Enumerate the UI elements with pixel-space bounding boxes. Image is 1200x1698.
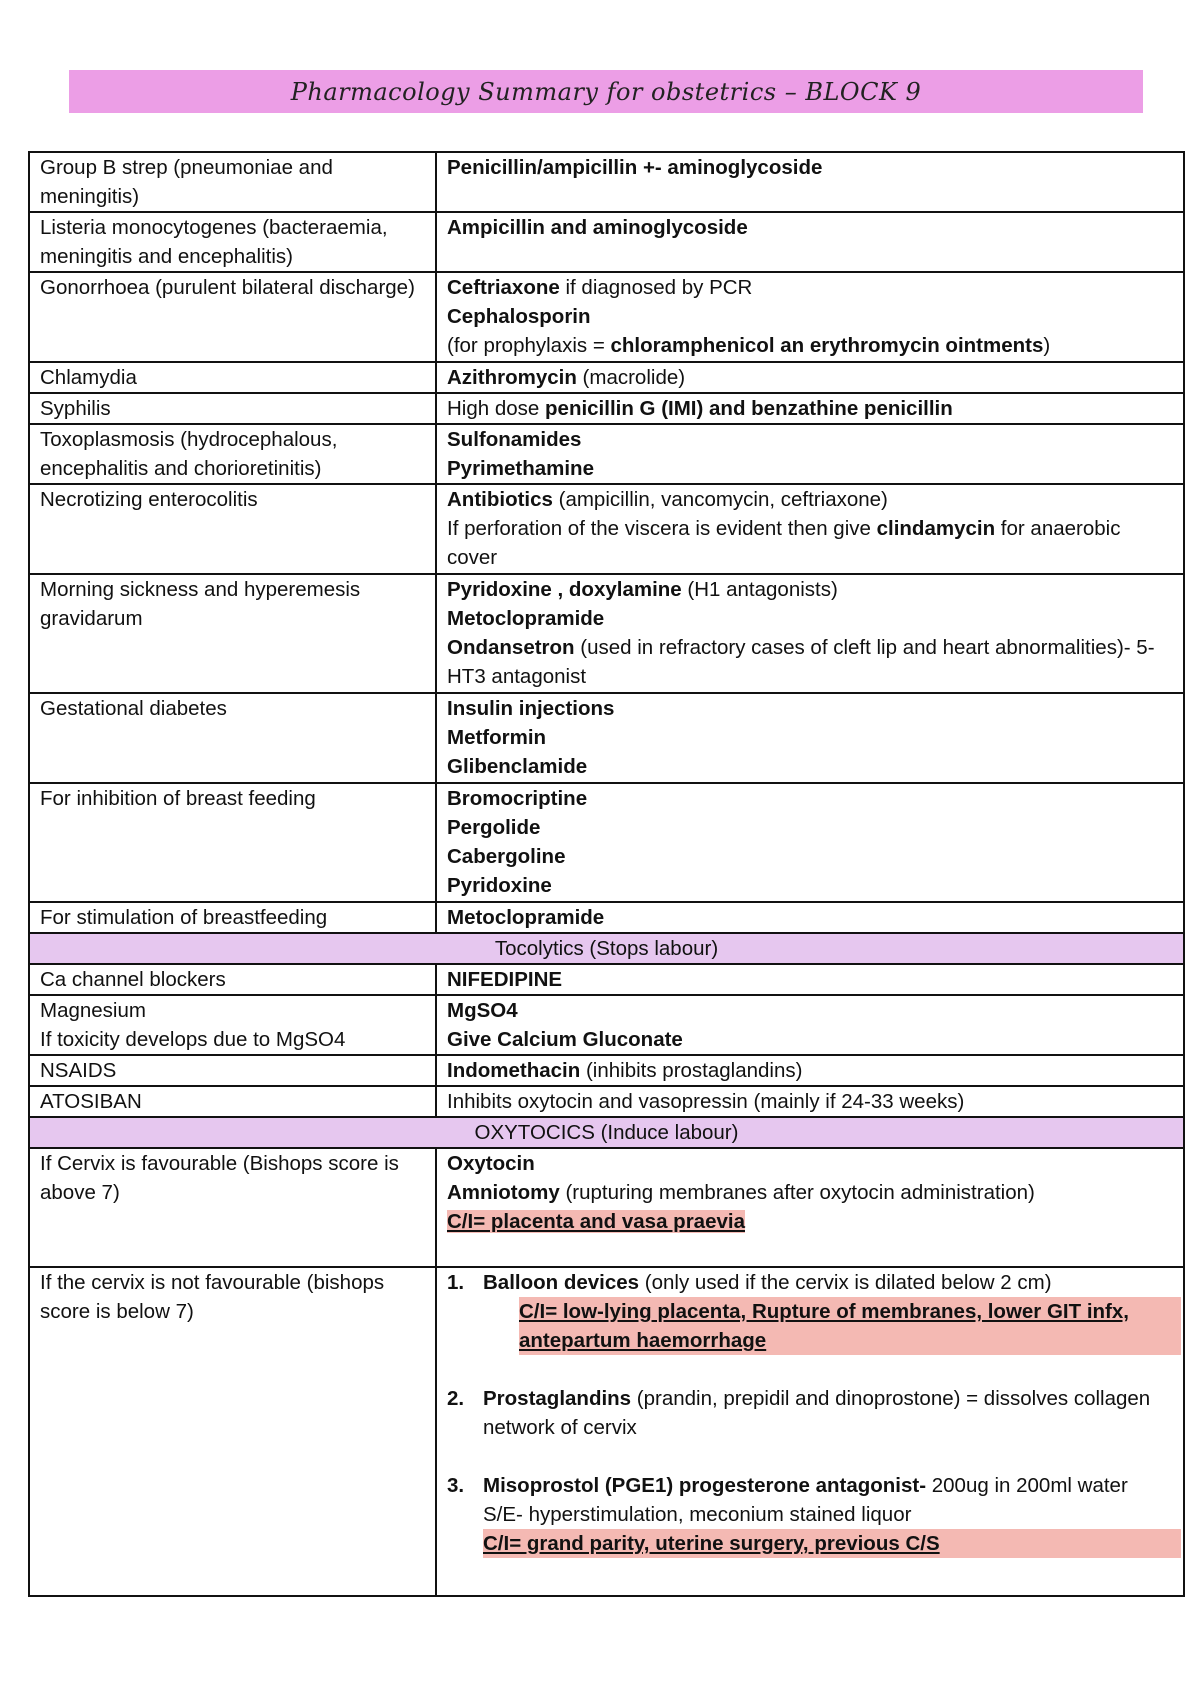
drug-table [28,151,1185,1597]
condition-cell: Magnesium If toxicity develops due to MgSO4 [29,995,436,1055]
treatment-cell: Metoclopramide [436,902,1184,933]
table-row [29,424,1184,484]
table-row [29,783,1184,902]
condition-cell: For inhibition of breast feeding [29,783,436,902]
condition-cell: Syphilis [29,393,436,424]
condition-cell: Necrotizing enterocolitis [29,484,436,574]
condition-cell: Toxoplasmosis (hydrocephalous, encephalitis and chorioretinitis) [29,424,436,484]
condition-cell: If the cervix is not favourable (bishops score is below 7) [29,1267,436,1596]
section-title: OXYTOCICS (Induce labour) [29,1117,1184,1148]
treatment-cell: High dose penicillin G (IMI) and benzathine penicillin [436,393,1184,424]
table-row [29,693,1184,783]
treatment-cell [436,1267,1184,1596]
condition-cell: Group B strep (pneumoniae and meningitis) [29,152,436,212]
condition-cell: NSAIDS [29,1055,436,1086]
contraindication-highlight: C/I= grand parity, uterine surgery, previous C/S [483,1529,1181,1558]
condition-cell: For stimulation of breastfeeding [29,902,436,933]
section-header-tocolytics [29,933,1184,964]
condition-cell: If Cervix is favourable (Bishops score is above 7) [29,1148,436,1267]
treatment-cell: Bromocriptine Pergolide Cabergoline Pyridoxine [436,783,1184,902]
table-row [29,1148,1184,1267]
treatment-cell: Sulfonamides Pyrimethamine [436,424,1184,484]
page-title: Pharmacology Summary for obstetrics – BLOCK 9 [290,77,922,106]
table-row [29,362,1184,393]
table-row [29,484,1184,574]
treatment-cell: Ceftriaxone if diagnosed by PCR Cephalosporin (for prophylaxis = chloramphenicol an erythromycin ointments) [436,272,1184,362]
table-row [29,152,1184,212]
condition-cell: Listeria monocytogenes (bacteraemia, meningitis and encephalitis) [29,212,436,272]
treatment-cell: Indomethacin (inhibits prostaglandins) [436,1055,1184,1086]
treatment-cell: Insulin injections Metformin Glibenclamide [436,693,1184,783]
table-row [29,574,1184,693]
treatment-cell: Oxytocin Amniotomy (rupturing membranes after oxytocin administration) C/I= placenta and vasa praevia [436,1148,1184,1267]
table-row [29,902,1184,933]
treatment-cell: NIFEDIPINE [436,964,1184,995]
induction-methods-list [447,1268,1173,1558]
table-row [29,964,1184,995]
list-item: 3. Misoprostol (PGE1) progesterone antagonist- 200ug in 200ml water S/E- hyperstimulation, meconium stained liquor [447,1474,1128,1526]
condition-cell: Chlamydia [29,362,436,393]
condition-cell: Ca channel blockers [29,964,436,995]
table-row [29,1086,1184,1117]
treatment-cell: Antibiotics (ampicillin, vancomycin, ceftriaxone) If perforation of the viscera is evident then give clindamycin for anaerobic cover [436,484,1184,574]
condition-cell: Gestational diabetes [29,693,436,783]
contraindication-highlight: C/I= placenta and vasa praevia [447,1210,745,1233]
treatment-cell: Inhibits oxytocin and vasopressin (mainly if 24-33 weeks) [436,1086,1184,1117]
section-header-oxytocics [29,1117,1184,1148]
table-row [29,1055,1184,1086]
treatment-cell: Ampicillin and aminoglycoside [436,212,1184,272]
condition-cell: Gonorrhoea (purulent bilateral discharge) [29,272,436,362]
table-row [29,212,1184,272]
table-row [29,995,1184,1055]
title-banner [69,70,1143,113]
treatment-cell: MgSO4 Give Calcium Gluconate [436,995,1184,1055]
table-row [29,1267,1184,1596]
treatment-cell: Azithromycin (macrolide) [436,362,1184,393]
table-row [29,393,1184,424]
list-item: 1. Balloon devices (only used if the cervix is dilated below 2 cm) [447,1271,1052,1294]
treatment-cell: Penicillin/ampicillin +- aminoglycoside [436,152,1184,212]
table-row [29,272,1184,362]
section-title: Tocolytics (Stops labour) [29,933,1184,964]
treatment-cell: Pyridoxine , doxylamine (H1 antagonists) Metoclopramide Ondansetron (used in refractory cases of cleft lip and heart abnormalities)- 5-HT3 antagonist [436,574,1184,693]
list-item: 2. Prostaglandins (prandin, prepidil and dinoprostone) = dissolves collagen network of cervix [447,1387,1151,1439]
condition-cell: Morning sickness and hyperemesis gravidarum [29,574,436,693]
contraindication-highlight: C/I= low-lying placenta, Rupture of membranes, lower GIT infx, antepartum haemorrhage [519,1297,1181,1355]
condition-cell: ATOSIBAN [29,1086,436,1117]
